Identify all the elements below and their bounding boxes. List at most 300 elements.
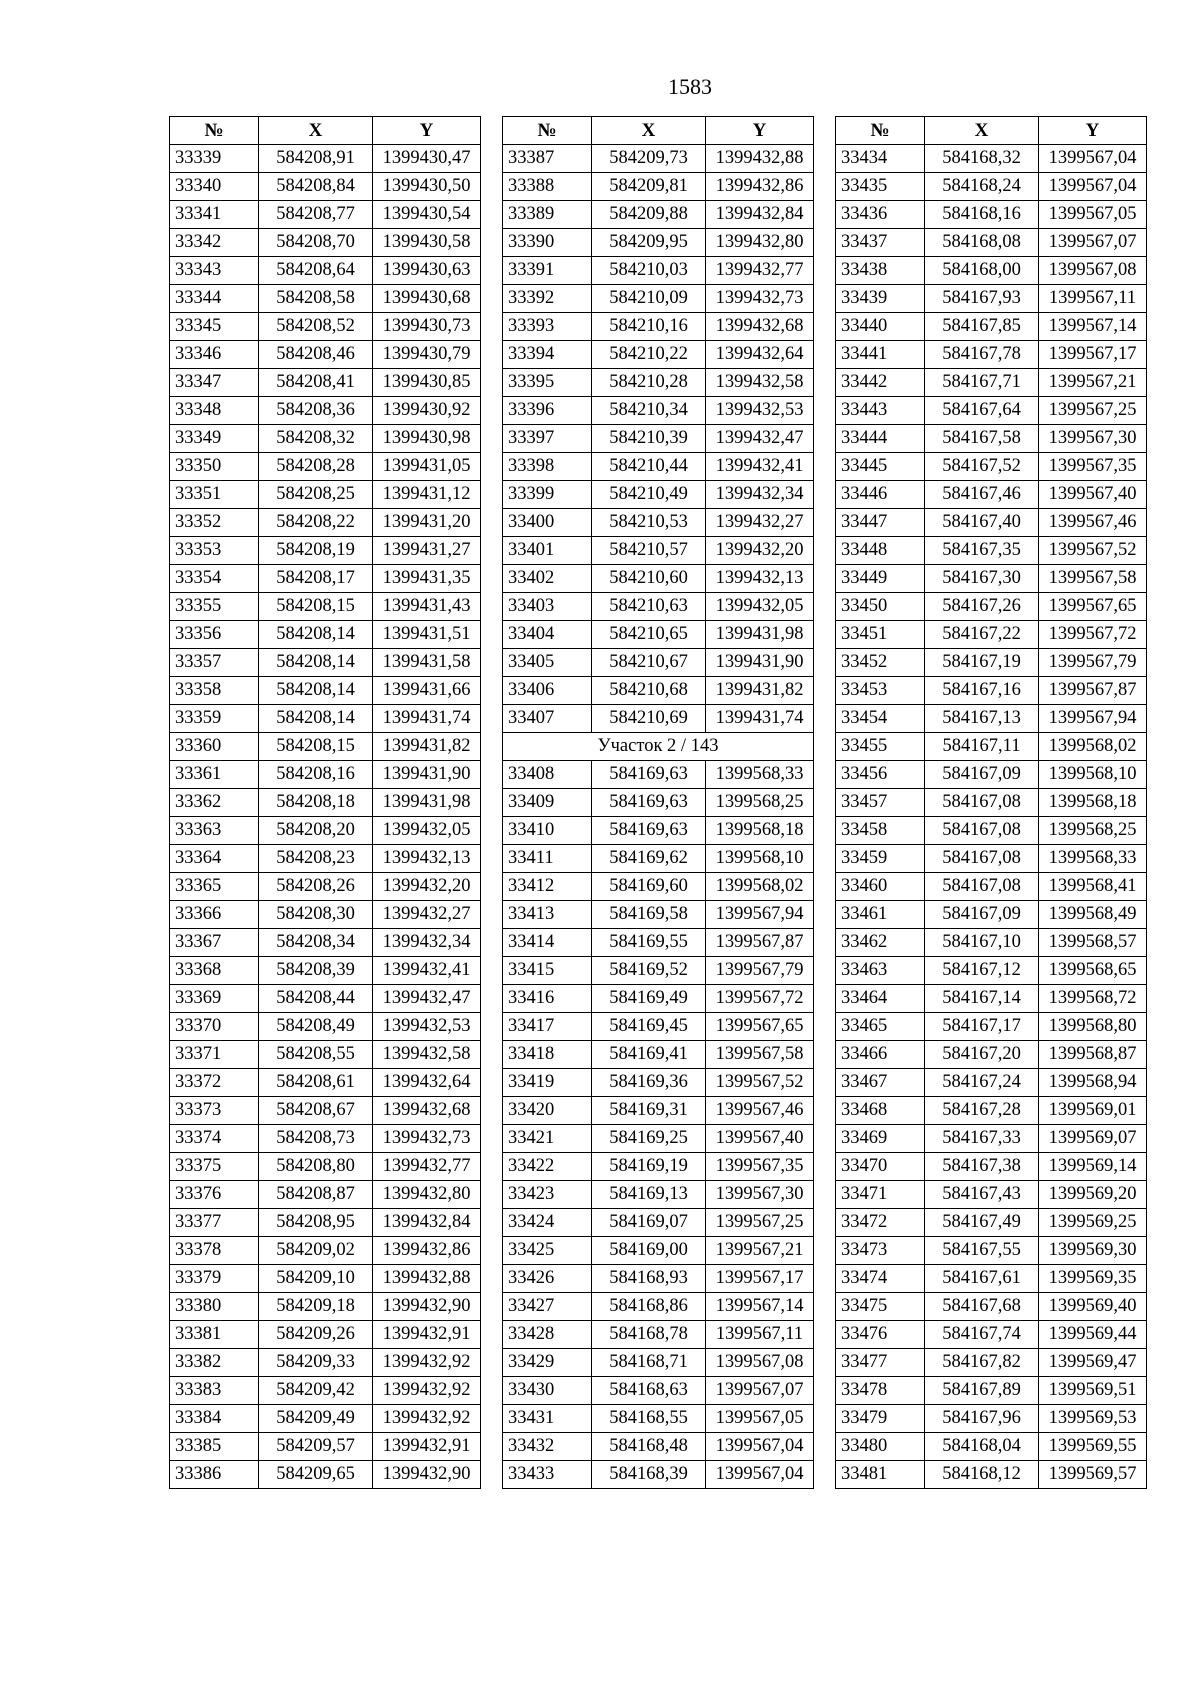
table-row [836, 705, 1147, 733]
table-row [503, 1265, 814, 1293]
point-number-cell: 33362 [170, 789, 259, 817]
x-coordinate-cell: 584208,95 [259, 1209, 373, 1237]
x-coordinate-cell: 584210,60 [592, 565, 706, 593]
x-coordinate-cell: 584208,44 [259, 985, 373, 1013]
table-row [503, 845, 814, 873]
coordinates-table-2 [502, 116, 814, 1489]
x-coordinate-cell: 584167,35 [925, 537, 1039, 565]
y-coordinate-cell: 1399567,21 [706, 1237, 814, 1265]
x-coordinate-cell: 584169,62 [592, 845, 706, 873]
point-number-cell: 33344 [170, 285, 259, 313]
point-number-cell: 33450 [836, 593, 925, 621]
y-coordinate-cell: 1399567,30 [706, 1181, 814, 1209]
x-coordinate-cell: 584208,22 [259, 509, 373, 537]
table-row [503, 1097, 814, 1125]
y-coordinate-cell: 1399567,58 [706, 1041, 814, 1069]
x-coordinate-cell: 584208,14 [259, 621, 373, 649]
x-coordinate-cell: 584208,49 [259, 1013, 373, 1041]
y-coordinate-cell: 1399432,34 [706, 481, 814, 509]
point-number-cell: 33346 [170, 341, 259, 369]
x-coordinate-cell: 584169,60 [592, 873, 706, 901]
table-row [503, 229, 814, 257]
y-coordinate-cell: 1399568,33 [706, 761, 814, 789]
y-coordinate-cell: 1399432,58 [706, 369, 814, 397]
y-coordinate-cell: 1399567,87 [706, 929, 814, 957]
y-coordinate-cell: 1399567,72 [706, 985, 814, 1013]
x-coordinate-cell: 584210,67 [592, 649, 706, 677]
point-number-cell: 33412 [503, 873, 592, 901]
x-coordinate-cell: 584209,42 [259, 1377, 373, 1405]
table-row [836, 1265, 1147, 1293]
point-number-cell: 33363 [170, 817, 259, 845]
table-row [170, 1377, 481, 1405]
y-coordinate-cell: 1399567,05 [706, 1405, 814, 1433]
x-coordinate-cell: 584167,82 [925, 1349, 1039, 1377]
point-number-cell: 33386 [170, 1461, 259, 1489]
x-coordinate-cell: 584169,25 [592, 1125, 706, 1153]
y-coordinate-cell: 1399567,25 [706, 1209, 814, 1237]
table-row [503, 145, 814, 173]
point-number-cell: 33394 [503, 341, 592, 369]
point-number-cell: 33392 [503, 285, 592, 313]
point-number-cell: 33398 [503, 453, 592, 481]
y-coordinate-cell: 1399431,82 [373, 733, 481, 761]
x-coordinate-cell: 584169,00 [592, 1237, 706, 1265]
x-coordinate-cell: 584168,00 [925, 257, 1039, 285]
point-number-cell: 33406 [503, 677, 592, 705]
x-coordinate-cell: 584168,71 [592, 1349, 706, 1377]
point-number-cell: 33340 [170, 173, 259, 201]
x-coordinate-cell: 584209,26 [259, 1321, 373, 1349]
coordinates-table-1 [169, 116, 481, 1489]
point-number-cell: 33456 [836, 761, 925, 789]
point-number-cell: 33404 [503, 621, 592, 649]
point-number-cell: 33411 [503, 845, 592, 873]
y-coordinate-cell: 1399431,51 [373, 621, 481, 649]
y-coordinate-cell: 1399567,11 [706, 1321, 814, 1349]
table-row [170, 313, 481, 341]
x-coordinate-cell: 584210,49 [592, 481, 706, 509]
y-coordinate-cell: 1399567,65 [706, 1013, 814, 1041]
x-coordinate-cell: 584167,26 [925, 593, 1039, 621]
point-number-cell: 33410 [503, 817, 592, 845]
table-row [836, 957, 1147, 985]
table-header-row [170, 117, 481, 145]
point-number-cell: 33370 [170, 1013, 259, 1041]
y-coordinate-cell: 1399567,87 [1039, 677, 1147, 705]
point-number-cell: 33369 [170, 985, 259, 1013]
x-coordinate-cell: 584209,33 [259, 1349, 373, 1377]
table-row [836, 593, 1147, 621]
table-row [503, 1377, 814, 1405]
x-coordinate-cell: 584167,08 [925, 817, 1039, 845]
point-number-cell: 33434 [836, 145, 925, 173]
x-coordinate-cell: 584167,68 [925, 1293, 1039, 1321]
y-coordinate-cell: 1399430,54 [373, 201, 481, 229]
y-coordinate-cell: 1399567,07 [706, 1377, 814, 1405]
y-coordinate-cell: 1399431,90 [373, 761, 481, 789]
point-number-cell: 33356 [170, 621, 259, 649]
y-coordinate-cell: 1399432,84 [373, 1209, 481, 1237]
y-coordinate-cell: 1399567,94 [1039, 705, 1147, 733]
point-number-cell: 33366 [170, 901, 259, 929]
point-number-cell: 33424 [503, 1209, 592, 1237]
y-coordinate-cell: 1399432,47 [706, 425, 814, 453]
y-coordinate-cell: 1399432,68 [373, 1097, 481, 1125]
point-number-cell: 33361 [170, 761, 259, 789]
y-coordinate-cell: 1399432,80 [706, 229, 814, 257]
y-coordinate-cell: 1399431,35 [373, 565, 481, 593]
y-coordinate-cell: 1399432,92 [373, 1349, 481, 1377]
table-row [503, 481, 814, 509]
y-coordinate-cell: 1399568,25 [1039, 817, 1147, 845]
column-header-x: X [592, 117, 706, 145]
y-coordinate-cell: 1399567,94 [706, 901, 814, 929]
x-coordinate-cell: 584169,07 [592, 1209, 706, 1237]
table-header-row [836, 117, 1147, 145]
x-coordinate-cell: 584208,20 [259, 817, 373, 845]
table-row [503, 593, 814, 621]
x-coordinate-cell: 584169,19 [592, 1153, 706, 1181]
point-number-cell: 33403 [503, 593, 592, 621]
table-row [503, 901, 814, 929]
y-coordinate-cell: 1399568,80 [1039, 1013, 1147, 1041]
y-coordinate-cell: 1399431,05 [373, 453, 481, 481]
table-row [503, 929, 814, 957]
table-row [170, 1433, 481, 1461]
x-coordinate-cell: 584208,26 [259, 873, 373, 901]
x-coordinate-cell: 584169,36 [592, 1069, 706, 1097]
point-number-cell: 33347 [170, 369, 259, 397]
x-coordinate-cell: 584167,33 [925, 1125, 1039, 1153]
y-coordinate-cell: 1399432,68 [706, 313, 814, 341]
table-row [170, 173, 481, 201]
point-number-cell: 33476 [836, 1321, 925, 1349]
x-coordinate-cell: 584208,73 [259, 1125, 373, 1153]
y-coordinate-cell: 1399431,98 [706, 621, 814, 649]
table-header-row [503, 117, 814, 145]
point-number-cell: 33371 [170, 1041, 259, 1069]
table-row [170, 649, 481, 677]
y-coordinate-cell: 1399432,41 [706, 453, 814, 481]
y-coordinate-cell: 1399567,14 [706, 1293, 814, 1321]
point-number-cell: 33428 [503, 1321, 592, 1349]
y-coordinate-cell: 1399569,01 [1039, 1097, 1147, 1125]
point-number-cell: 33432 [503, 1433, 592, 1461]
y-coordinate-cell: 1399431,27 [373, 537, 481, 565]
table-row [170, 705, 481, 733]
point-number-cell: 33390 [503, 229, 592, 257]
x-coordinate-cell: 584210,34 [592, 397, 706, 425]
y-coordinate-cell: 1399432,90 [373, 1293, 481, 1321]
x-coordinate-cell: 584167,93 [925, 285, 1039, 313]
table-row [836, 1069, 1147, 1097]
x-coordinate-cell: 584209,49 [259, 1405, 373, 1433]
table-row [836, 285, 1147, 313]
x-coordinate-cell: 584167,30 [925, 565, 1039, 593]
table-row [836, 1041, 1147, 1069]
point-number-cell: 33364 [170, 845, 259, 873]
x-coordinate-cell: 584208,80 [259, 1153, 373, 1181]
point-number-cell: 33479 [836, 1405, 925, 1433]
point-number-cell: 33342 [170, 229, 259, 257]
table-row [503, 453, 814, 481]
y-coordinate-cell: 1399431,12 [373, 481, 481, 509]
y-coordinate-cell: 1399569,53 [1039, 1405, 1147, 1433]
y-coordinate-cell: 1399567,58 [1039, 565, 1147, 593]
x-coordinate-cell: 584208,55 [259, 1041, 373, 1069]
y-coordinate-cell: 1399567,05 [1039, 201, 1147, 229]
point-number-cell: 33377 [170, 1209, 259, 1237]
table-row [836, 1405, 1147, 1433]
column-header-number: № [170, 117, 259, 145]
point-number-cell: 33449 [836, 565, 925, 593]
y-coordinate-cell: 1399430,50 [373, 173, 481, 201]
y-coordinate-cell: 1399432,13 [373, 845, 481, 873]
table-row [170, 1265, 481, 1293]
y-coordinate-cell: 1399431,82 [706, 677, 814, 705]
point-number-cell: 33348 [170, 397, 259, 425]
table-row [170, 873, 481, 901]
table-row [170, 1013, 481, 1041]
y-coordinate-cell: 1399431,20 [373, 509, 481, 537]
point-number-cell: 33447 [836, 509, 925, 537]
table-row [170, 621, 481, 649]
y-coordinate-cell: 1399432,27 [706, 509, 814, 537]
point-number-cell: 33462 [836, 929, 925, 957]
point-number-cell: 33427 [503, 1293, 592, 1321]
point-number-cell: 33413 [503, 901, 592, 929]
point-number-cell: 33461 [836, 901, 925, 929]
x-coordinate-cell: 584168,63 [592, 1377, 706, 1405]
table-row [503, 1349, 814, 1377]
point-number-cell: 33460 [836, 873, 925, 901]
point-number-cell: 33349 [170, 425, 259, 453]
point-number-cell: 33381 [170, 1321, 259, 1349]
table-row [170, 1125, 481, 1153]
point-number-cell: 33416 [503, 985, 592, 1013]
point-number-cell: 33378 [170, 1237, 259, 1265]
table-row [503, 425, 814, 453]
point-number-cell: 33339 [170, 145, 259, 173]
table-row [836, 985, 1147, 1013]
page-number: 1583 [668, 74, 712, 99]
x-coordinate-cell: 584210,16 [592, 313, 706, 341]
table-row [503, 817, 814, 845]
x-coordinate-cell: 584210,03 [592, 257, 706, 285]
table-row [836, 649, 1147, 677]
table-row [836, 677, 1147, 705]
point-number-cell: 33455 [836, 733, 925, 761]
table-row [836, 257, 1147, 285]
x-coordinate-cell: 584167,24 [925, 1069, 1039, 1097]
x-coordinate-cell: 584169,49 [592, 985, 706, 1013]
y-coordinate-cell: 1399431,98 [373, 789, 481, 817]
table-row [836, 1461, 1147, 1489]
y-coordinate-cell: 1399567,25 [1039, 397, 1147, 425]
column-header-y: Y [706, 117, 814, 145]
x-coordinate-cell: 584167,08 [925, 789, 1039, 817]
table-row [503, 537, 814, 565]
y-coordinate-cell: 1399431,66 [373, 677, 481, 705]
x-coordinate-cell: 584167,52 [925, 453, 1039, 481]
table-row [170, 229, 481, 257]
x-coordinate-cell: 584210,69 [592, 705, 706, 733]
y-coordinate-cell: 1399567,35 [1039, 453, 1147, 481]
table-row [503, 957, 814, 985]
point-number-cell: 33352 [170, 509, 259, 537]
x-coordinate-cell: 584169,63 [592, 761, 706, 789]
x-coordinate-cell: 584167,12 [925, 957, 1039, 985]
table-row [503, 677, 814, 705]
x-coordinate-cell: 584210,68 [592, 677, 706, 705]
point-number-cell: 33454 [836, 705, 925, 733]
y-coordinate-cell: 1399567,11 [1039, 285, 1147, 313]
point-number-cell: 33452 [836, 649, 925, 677]
table-row [503, 1041, 814, 1069]
table-row [836, 1153, 1147, 1181]
point-number-cell: 33446 [836, 481, 925, 509]
y-coordinate-cell: 1399430,63 [373, 257, 481, 285]
x-coordinate-cell: 584167,78 [925, 341, 1039, 369]
x-coordinate-cell: 584209,18 [259, 1293, 373, 1321]
y-coordinate-cell: 1399568,10 [1039, 761, 1147, 789]
x-coordinate-cell: 584208,30 [259, 901, 373, 929]
table-row [170, 285, 481, 313]
table-row [170, 929, 481, 957]
table-row [836, 481, 1147, 509]
y-coordinate-cell: 1399569,55 [1039, 1433, 1147, 1461]
table-row [170, 1209, 481, 1237]
table-row [503, 313, 814, 341]
x-coordinate-cell: 584167,22 [925, 621, 1039, 649]
x-coordinate-cell: 584209,95 [592, 229, 706, 257]
y-coordinate-cell: 1399569,14 [1039, 1153, 1147, 1181]
y-coordinate-cell: 1399432,80 [373, 1181, 481, 1209]
table-body [503, 145, 814, 1489]
point-number-cell: 33470 [836, 1153, 925, 1181]
y-coordinate-cell: 1399432,77 [706, 257, 814, 285]
table-row [503, 1181, 814, 1209]
point-number-cell: 33480 [836, 1433, 925, 1461]
y-coordinate-cell: 1399569,44 [1039, 1321, 1147, 1349]
table-row [503, 1013, 814, 1041]
x-coordinate-cell: 584167,71 [925, 369, 1039, 397]
y-coordinate-cell: 1399568,94 [1039, 1069, 1147, 1097]
point-number-cell: 33393 [503, 313, 592, 341]
point-number-cell: 33407 [503, 705, 592, 733]
point-number-cell: 33468 [836, 1097, 925, 1125]
point-number-cell: 33388 [503, 173, 592, 201]
column-header-y: Y [373, 117, 481, 145]
table-row [503, 761, 814, 789]
x-coordinate-cell: 584208,17 [259, 565, 373, 593]
point-number-cell: 33391 [503, 257, 592, 285]
y-coordinate-cell: 1399567,40 [706, 1125, 814, 1153]
x-coordinate-cell: 584208,58 [259, 285, 373, 313]
table-row [170, 537, 481, 565]
table-row [836, 817, 1147, 845]
y-coordinate-cell: 1399432,92 [373, 1377, 481, 1405]
x-coordinate-cell: 584168,04 [925, 1433, 1039, 1461]
table-row [170, 453, 481, 481]
table-row [170, 789, 481, 817]
point-number-cell: 33365 [170, 873, 259, 901]
x-coordinate-cell: 584208,67 [259, 1097, 373, 1125]
y-coordinate-cell: 1399432,73 [706, 285, 814, 313]
y-coordinate-cell: 1399431,58 [373, 649, 481, 677]
x-coordinate-cell: 584167,11 [925, 733, 1039, 761]
table-row [836, 1013, 1147, 1041]
point-number-cell: 33431 [503, 1405, 592, 1433]
y-coordinate-cell: 1399567,46 [1039, 509, 1147, 537]
y-coordinate-cell: 1399567,30 [1039, 425, 1147, 453]
y-coordinate-cell: 1399432,53 [706, 397, 814, 425]
table-row [503, 285, 814, 313]
table-row [170, 817, 481, 845]
table-row [170, 761, 481, 789]
table-row [836, 369, 1147, 397]
x-coordinate-cell: 584167,20 [925, 1041, 1039, 1069]
point-number-cell: 33382 [170, 1349, 259, 1377]
x-coordinate-cell: 584168,55 [592, 1405, 706, 1433]
y-coordinate-cell: 1399432,86 [706, 173, 814, 201]
point-number-cell: 33440 [836, 313, 925, 341]
table-row [503, 1125, 814, 1153]
y-coordinate-cell: 1399432,05 [706, 593, 814, 621]
point-number-cell: 33414 [503, 929, 592, 957]
table-row [836, 761, 1147, 789]
y-coordinate-cell: 1399430,73 [373, 313, 481, 341]
point-number-cell: 33426 [503, 1265, 592, 1293]
point-number-cell: 33457 [836, 789, 925, 817]
y-coordinate-cell: 1399432,91 [373, 1433, 481, 1461]
x-coordinate-cell: 584167,17 [925, 1013, 1039, 1041]
table-row [836, 145, 1147, 173]
y-coordinate-cell: 1399432,41 [373, 957, 481, 985]
table-row [503, 1321, 814, 1349]
x-coordinate-cell: 584208,39 [259, 957, 373, 985]
point-number-cell: 33453 [836, 677, 925, 705]
y-coordinate-cell: 1399430,98 [373, 425, 481, 453]
table-row [503, 1069, 814, 1097]
y-coordinate-cell: 1399568,33 [1039, 845, 1147, 873]
y-coordinate-cell: 1399430,58 [373, 229, 481, 257]
y-coordinate-cell: 1399430,47 [373, 145, 481, 173]
column-header-x: X [259, 117, 373, 145]
y-coordinate-cell: 1399432,53 [373, 1013, 481, 1041]
y-coordinate-cell: 1399567,35 [706, 1153, 814, 1181]
point-number-cell: 33380 [170, 1293, 259, 1321]
point-number-cell: 33435 [836, 173, 925, 201]
point-number-cell: 33478 [836, 1377, 925, 1405]
table-row [836, 1097, 1147, 1125]
table-row [836, 341, 1147, 369]
x-coordinate-cell: 584168,78 [592, 1321, 706, 1349]
point-number-cell: 33439 [836, 285, 925, 313]
point-number-cell: 33367 [170, 929, 259, 957]
point-number-cell: 33372 [170, 1069, 259, 1097]
point-number-cell: 33408 [503, 761, 592, 789]
x-coordinate-cell: 584169,13 [592, 1181, 706, 1209]
point-number-cell: 33351 [170, 481, 259, 509]
x-coordinate-cell: 584208,14 [259, 649, 373, 677]
table-row [170, 397, 481, 425]
x-coordinate-cell: 584208,87 [259, 1181, 373, 1209]
y-coordinate-cell: 1399567,65 [1039, 593, 1147, 621]
x-coordinate-cell: 584168,48 [592, 1433, 706, 1461]
x-coordinate-cell: 584169,63 [592, 817, 706, 845]
